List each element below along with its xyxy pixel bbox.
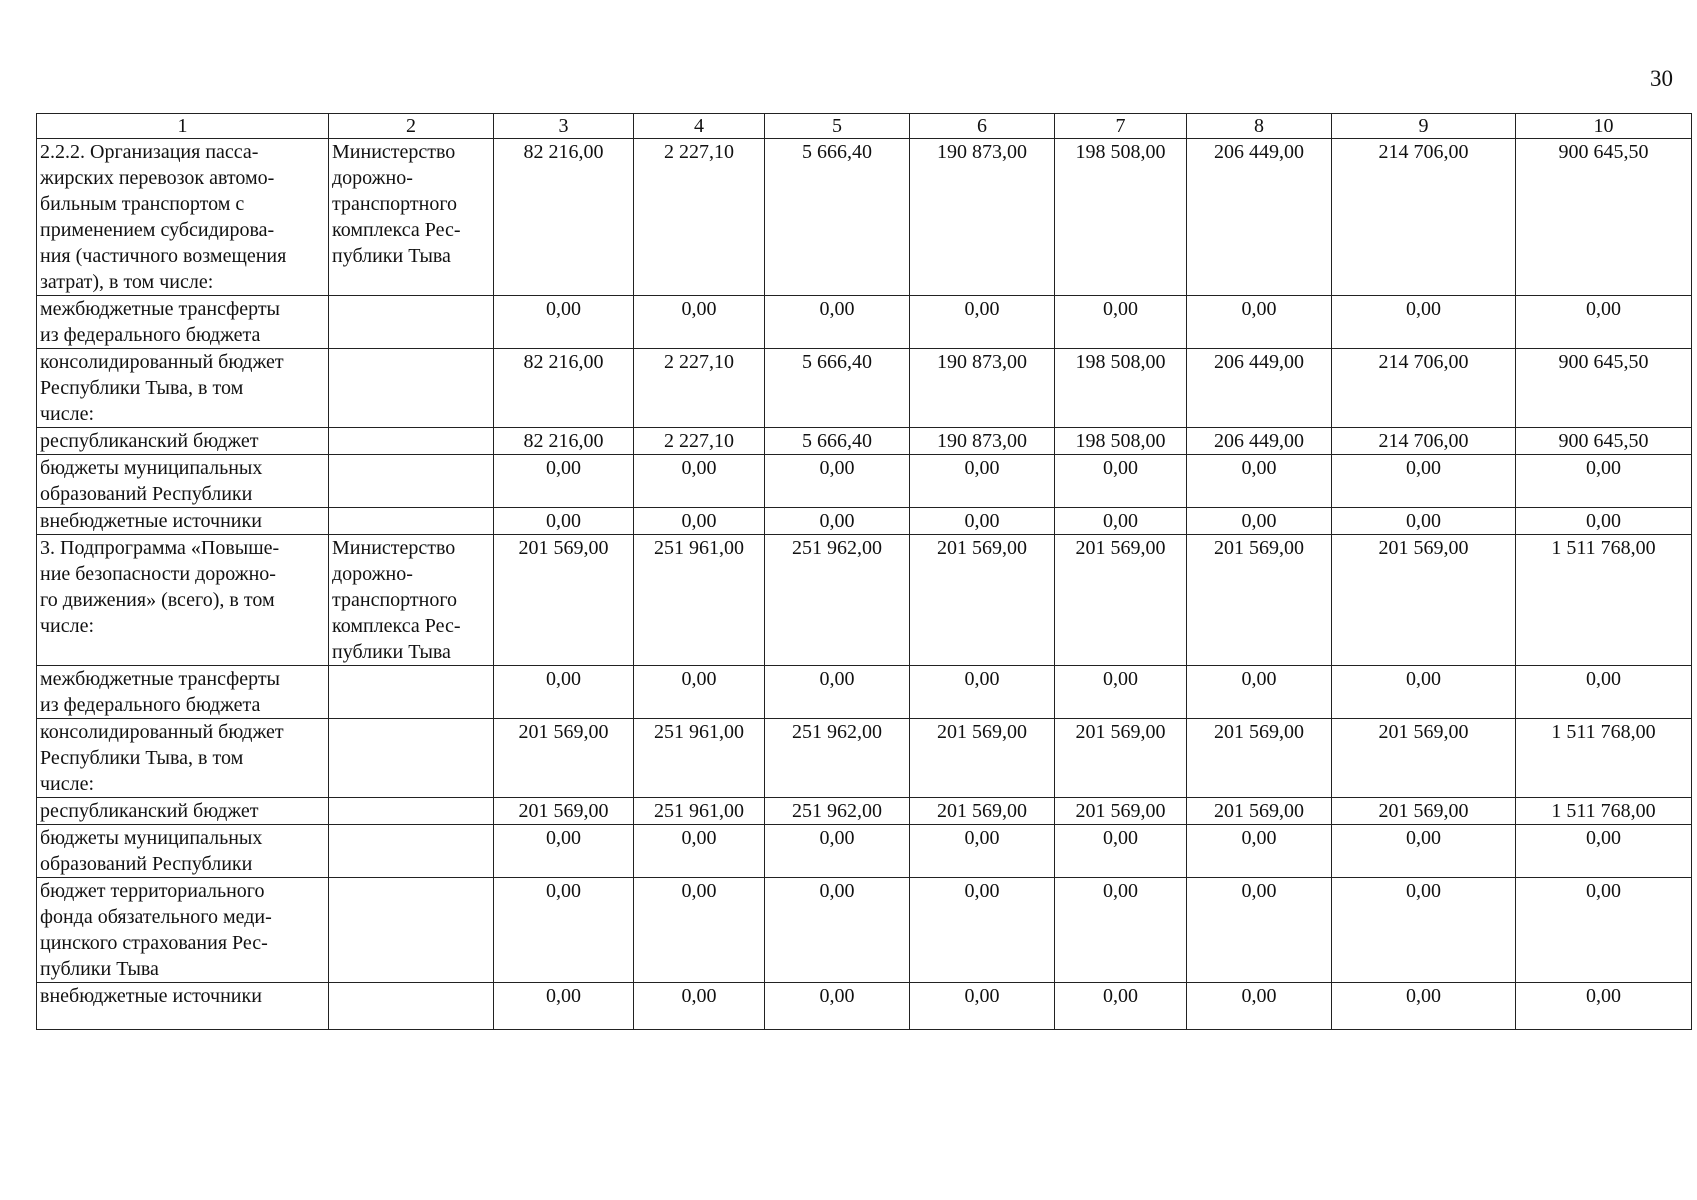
responsible-cell: Министерство дорожно- транспортного комплекса Рес- публики Тыва xyxy=(329,139,494,296)
value-cell: 0,00 xyxy=(634,878,765,983)
value-cell: 201 569,00 xyxy=(910,719,1055,798)
header-cell: 6 xyxy=(910,114,1055,139)
value-cell: 0,00 xyxy=(1187,455,1332,508)
table-row xyxy=(37,296,1692,349)
table-row xyxy=(37,719,1692,798)
value-cell: 0,00 xyxy=(1055,666,1187,719)
value-cell: 251 961,00 xyxy=(634,535,765,666)
table-body xyxy=(37,139,1692,1030)
value-cell: 190 873,00 xyxy=(910,349,1055,428)
value-cell: 201 569,00 xyxy=(494,719,634,798)
value-cell: 0,00 xyxy=(1055,455,1187,508)
value-cell: 190 873,00 xyxy=(910,139,1055,296)
table-header xyxy=(37,114,1692,139)
value-cell: 251 961,00 xyxy=(634,719,765,798)
header-cell: 4 xyxy=(634,114,765,139)
value-cell: 0,00 xyxy=(634,983,765,1030)
table-row xyxy=(37,983,1692,1030)
value-cell: 251 962,00 xyxy=(765,719,910,798)
table-row xyxy=(37,455,1692,508)
row-name-cell: бюджеты муниципальных образований Республики xyxy=(37,825,329,878)
value-cell: 214 706,00 xyxy=(1332,349,1516,428)
value-cell: 82 216,00 xyxy=(494,428,634,455)
table-row xyxy=(37,139,1692,296)
value-cell: 0,00 xyxy=(910,666,1055,719)
value-cell: 0,00 xyxy=(1332,878,1516,983)
value-cell: 0,00 xyxy=(634,508,765,535)
value-cell: 201 569,00 xyxy=(494,535,634,666)
value-cell: 0,00 xyxy=(1332,455,1516,508)
value-cell: 0,00 xyxy=(1055,983,1187,1030)
value-cell: 0,00 xyxy=(1516,296,1692,349)
responsible-cell xyxy=(329,455,494,508)
value-cell: 0,00 xyxy=(494,455,634,508)
value-cell: 0,00 xyxy=(765,825,910,878)
header-cell: 5 xyxy=(765,114,910,139)
value-cell: 0,00 xyxy=(494,296,634,349)
row-name-cell: республиканский бюджет xyxy=(37,798,329,825)
row-name-cell: бюджет территориального фонда обязательного меди- цинского страхования Рес- публики Тыва xyxy=(37,878,329,983)
value-cell: 2 227,10 xyxy=(634,139,765,296)
value-cell: 82 216,00 xyxy=(494,349,634,428)
value-cell: 900 645,50 xyxy=(1516,139,1692,296)
value-cell: 0,00 xyxy=(910,878,1055,983)
table-row xyxy=(37,535,1692,666)
value-cell: 0,00 xyxy=(1332,296,1516,349)
value-cell: 0,00 xyxy=(910,296,1055,349)
value-cell: 0,00 xyxy=(910,455,1055,508)
value-cell: 1 511 768,00 xyxy=(1516,719,1692,798)
value-cell: 201 569,00 xyxy=(1332,719,1516,798)
value-cell: 82 216,00 xyxy=(494,139,634,296)
value-cell: 0,00 xyxy=(1055,508,1187,535)
responsible-cell xyxy=(329,825,494,878)
value-cell: 214 706,00 xyxy=(1332,139,1516,296)
table-row xyxy=(37,666,1692,719)
row-name-cell: консолидированный бюджет Республики Тыва, в том числе: xyxy=(37,719,329,798)
value-cell: 900 645,50 xyxy=(1516,349,1692,428)
value-cell: 251 962,00 xyxy=(765,798,910,825)
row-name-cell: внебюджетные источники xyxy=(37,508,329,535)
row-name-cell: внебюджетные источники xyxy=(37,983,329,1030)
value-cell: 0,00 xyxy=(1187,825,1332,878)
value-cell: 0,00 xyxy=(1332,983,1516,1030)
value-cell: 0,00 xyxy=(1516,455,1692,508)
value-cell: 0,00 xyxy=(1187,296,1332,349)
value-cell: 0,00 xyxy=(634,666,765,719)
responsible-cell xyxy=(329,666,494,719)
value-cell: 0,00 xyxy=(765,296,910,349)
value-cell: 201 569,00 xyxy=(910,535,1055,666)
value-cell: 0,00 xyxy=(1516,878,1692,983)
header-cell: 8 xyxy=(1187,114,1332,139)
value-cell: 0,00 xyxy=(910,825,1055,878)
header-cell: 7 xyxy=(1055,114,1187,139)
value-cell: 201 569,00 xyxy=(1187,798,1332,825)
value-cell: 201 569,00 xyxy=(1187,535,1332,666)
value-cell: 0,00 xyxy=(1516,666,1692,719)
responsible-cell xyxy=(329,798,494,825)
value-cell: 0,00 xyxy=(765,508,910,535)
responsible-cell xyxy=(329,719,494,798)
row-name-cell: межбюджетные трансферты из федерального бюджета xyxy=(37,666,329,719)
row-name-cell: республиканский бюджет xyxy=(37,428,329,455)
value-cell: 0,00 xyxy=(494,666,634,719)
value-cell: 198 508,00 xyxy=(1055,349,1187,428)
value-cell: 201 569,00 xyxy=(1332,798,1516,825)
value-cell: 0,00 xyxy=(1187,508,1332,535)
value-cell: 0,00 xyxy=(1516,825,1692,878)
header-cell: 2 xyxy=(329,114,494,139)
value-cell: 0,00 xyxy=(765,666,910,719)
value-cell: 201 569,00 xyxy=(910,798,1055,825)
value-cell: 190 873,00 xyxy=(910,428,1055,455)
value-cell: 900 645,50 xyxy=(1516,428,1692,455)
value-cell: 214 706,00 xyxy=(1332,428,1516,455)
value-cell: 0,00 xyxy=(494,825,634,878)
value-cell: 0,00 xyxy=(765,455,910,508)
value-cell: 251 961,00 xyxy=(634,798,765,825)
value-cell: 251 962,00 xyxy=(765,535,910,666)
value-cell: 0,00 xyxy=(1516,983,1692,1030)
responsible-cell: Министерство дорожно- транспортного комплекса Рес- публики Тыва xyxy=(329,535,494,666)
value-cell: 206 449,00 xyxy=(1187,139,1332,296)
responsible-cell xyxy=(329,296,494,349)
header-cell: 3 xyxy=(494,114,634,139)
value-cell: 5 666,40 xyxy=(765,428,910,455)
value-cell: 206 449,00 xyxy=(1187,428,1332,455)
value-cell: 201 569,00 xyxy=(1055,798,1187,825)
value-cell: 198 508,00 xyxy=(1055,139,1187,296)
value-cell: 0,00 xyxy=(1516,508,1692,535)
value-cell: 0,00 xyxy=(765,983,910,1030)
value-cell: 0,00 xyxy=(494,878,634,983)
header-cell: 10 xyxy=(1516,114,1692,139)
value-cell: 201 569,00 xyxy=(494,798,634,825)
value-cell: 5 666,40 xyxy=(765,349,910,428)
value-cell: 0,00 xyxy=(634,296,765,349)
value-cell: 0,00 xyxy=(1187,878,1332,983)
table-row xyxy=(37,798,1692,825)
value-cell: 1 511 768,00 xyxy=(1516,798,1692,825)
value-cell: 5 666,40 xyxy=(765,139,910,296)
table-row xyxy=(37,349,1692,428)
budget-table xyxy=(36,113,1692,1030)
value-cell: 0,00 xyxy=(1055,878,1187,983)
header-cell: 1 xyxy=(37,114,329,139)
value-cell: 2 227,10 xyxy=(634,428,765,455)
responsible-cell xyxy=(329,878,494,983)
value-cell: 0,00 xyxy=(765,878,910,983)
value-cell: 2 227,10 xyxy=(634,349,765,428)
value-cell: 0,00 xyxy=(634,455,765,508)
value-cell: 201 569,00 xyxy=(1055,719,1187,798)
row-name-cell: консолидированный бюджет Республики Тыва, в том числе: xyxy=(37,349,329,428)
table-row xyxy=(37,825,1692,878)
value-cell: 0,00 xyxy=(634,825,765,878)
value-cell: 0,00 xyxy=(910,983,1055,1030)
value-cell: 0,00 xyxy=(1055,296,1187,349)
row-name-cell: 3. Подпрограмма «Повыше- ние безопасности дорожно- го движения» (всего), в том числе: xyxy=(37,535,329,666)
value-cell: 0,00 xyxy=(1187,666,1332,719)
responsible-cell xyxy=(329,983,494,1030)
value-cell: 201 569,00 xyxy=(1332,535,1516,666)
value-cell: 201 569,00 xyxy=(1187,719,1332,798)
value-cell: 0,00 xyxy=(1187,983,1332,1030)
value-cell: 0,00 xyxy=(1332,666,1516,719)
row-name-cell: межбюджетные трансферты из федерального бюджета xyxy=(37,296,329,349)
page-number: 30 xyxy=(1650,66,1673,91)
responsible-cell xyxy=(329,349,494,428)
value-cell: 0,00 xyxy=(494,508,634,535)
value-cell: 0,00 xyxy=(494,983,634,1030)
value-cell: 1 511 768,00 xyxy=(1516,535,1692,666)
value-cell: 0,00 xyxy=(1055,825,1187,878)
value-cell: 201 569,00 xyxy=(1055,535,1187,666)
table-row xyxy=(37,508,1692,535)
value-cell: 0,00 xyxy=(910,508,1055,535)
row-name-cell: бюджеты муниципальных образований Республики xyxy=(37,455,329,508)
header-cell: 9 xyxy=(1332,114,1516,139)
value-cell: 206 449,00 xyxy=(1187,349,1332,428)
header-row xyxy=(37,114,1692,139)
responsible-cell xyxy=(329,508,494,535)
value-cell: 0,00 xyxy=(1332,508,1516,535)
row-name-cell: 2.2.2. Организация пасса- жирских перевозок автомо- бильным транспортом с применением субсидирова- ния (частичного возмещения затрат), в том числе: xyxy=(37,139,329,296)
table-row xyxy=(37,428,1692,455)
table-row xyxy=(37,878,1692,983)
responsible-cell xyxy=(329,428,494,455)
value-cell: 0,00 xyxy=(1332,825,1516,878)
value-cell: 198 508,00 xyxy=(1055,428,1187,455)
